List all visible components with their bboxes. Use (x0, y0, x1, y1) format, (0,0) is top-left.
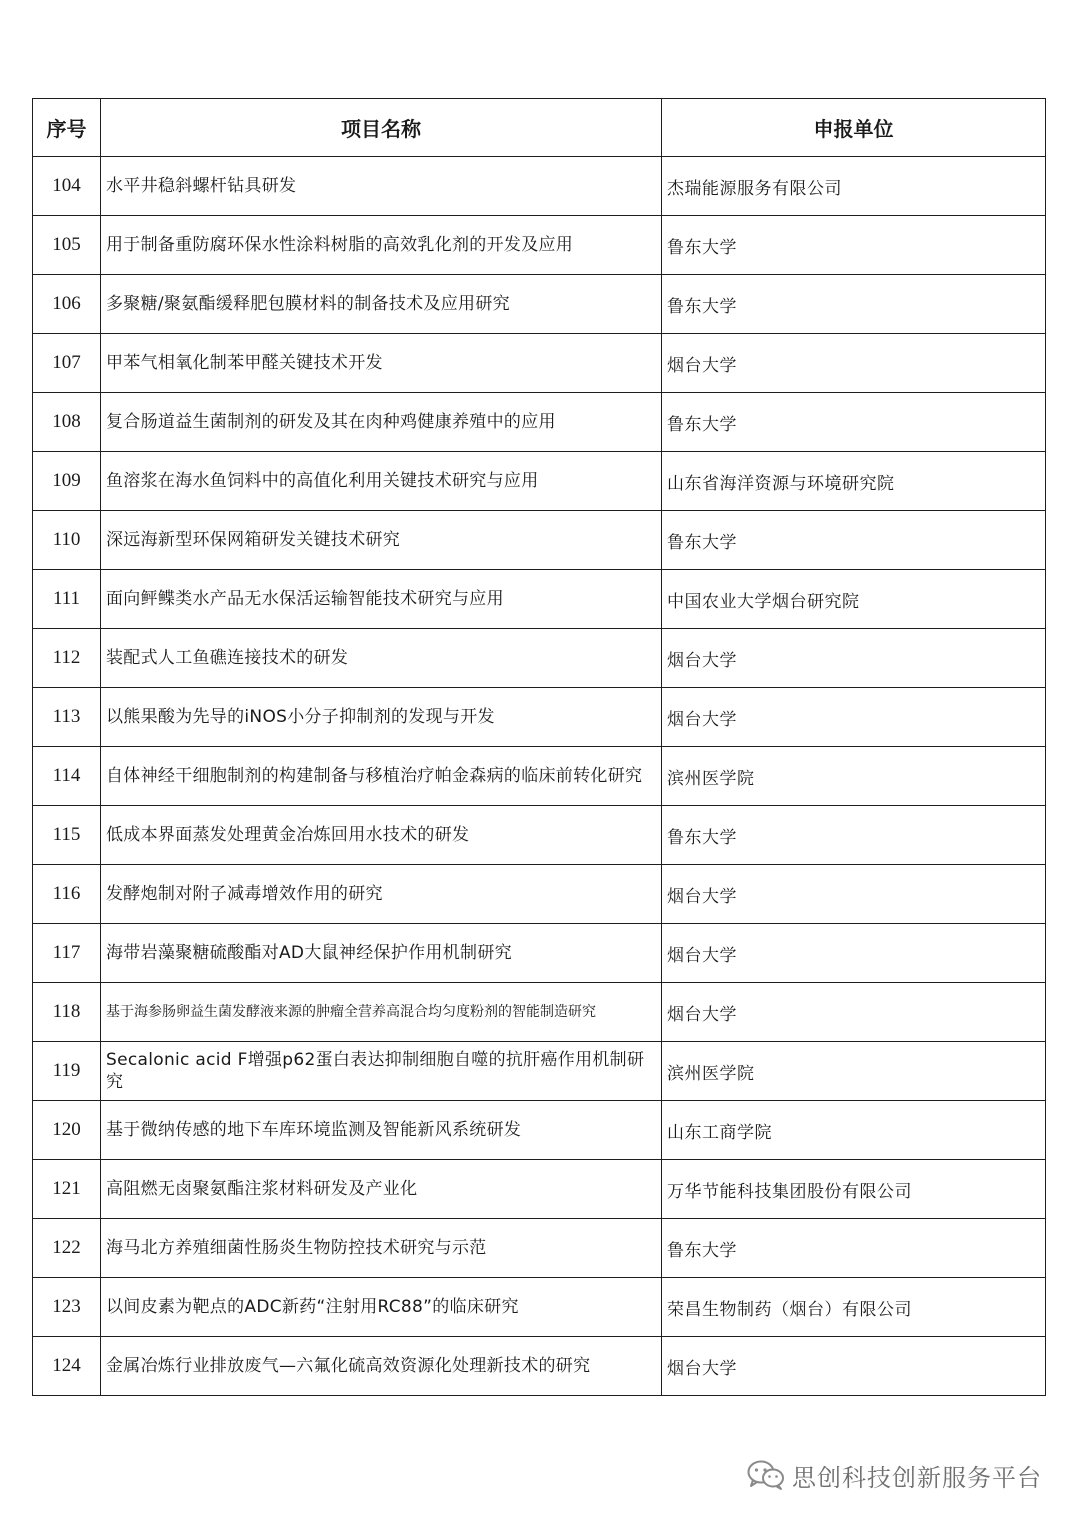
table-row (33, 216, 1046, 275)
cell-project-name: Secalonic acid F增强p62蛋白表达抑制细胞自噬的抗肝癌作用机制研究 (101, 1042, 662, 1101)
cell-serial-number: 110 (33, 511, 101, 570)
cell-applicant-unit: 鲁东大学 (662, 511, 1046, 570)
cell-project-name: 海带岩藻聚糖硫酸酯对AD大鼠神经保护作用机制研究 (101, 924, 662, 983)
cell-serial-number: 123 (33, 1278, 101, 1337)
cell-serial-number: 108 (33, 393, 101, 452)
cell-applicant-unit: 中国农业大学烟台研究院 (662, 570, 1046, 629)
table-row (33, 452, 1046, 511)
cell-serial-number: 112 (33, 629, 101, 688)
cell-project-name: 装配式人工鱼礁连接技术的研发 (101, 629, 662, 688)
table-row (33, 275, 1046, 334)
cell-applicant-unit: 烟台大学 (662, 1337, 1046, 1396)
table-row (33, 983, 1046, 1042)
table-row (33, 924, 1046, 983)
cell-serial-number: 119 (33, 1042, 101, 1101)
cell-serial-number: 107 (33, 334, 101, 393)
table-row (33, 1101, 1046, 1160)
cell-applicant-unit: 山东省海洋资源与环境研究院 (662, 452, 1046, 511)
table-body (33, 157, 1046, 1396)
project-table (32, 98, 1046, 1396)
cell-applicant-unit: 荣昌生物制药（烟台）有限公司 (662, 1278, 1046, 1337)
cell-serial-number: 114 (33, 747, 101, 806)
watermark (746, 1458, 1042, 1492)
cell-applicant-unit: 烟台大学 (662, 688, 1046, 747)
cell-applicant-unit: 鲁东大学 (662, 216, 1046, 275)
cell-project-name: 发酵炮制对附子减毒增效作用的研究 (101, 865, 662, 924)
header-applicant-unit: 申报单位 (662, 99, 1046, 157)
cell-project-name: 面向鲆鲽类水产品无水保活运输智能技术研究与应用 (101, 570, 662, 629)
cell-project-name: 基于微纳传感的地下车库环境监测及智能新风系统研发 (101, 1101, 662, 1160)
table-header-row (33, 99, 1046, 157)
cell-serial-number: 109 (33, 452, 101, 511)
cell-applicant-unit: 鲁东大学 (662, 806, 1046, 865)
table-row (33, 747, 1046, 806)
cell-applicant-unit: 烟台大学 (662, 865, 1046, 924)
cell-project-name: 鱼溶浆在海水鱼饲料中的高值化利用关键技术研究与应用 (101, 452, 662, 511)
cell-applicant-unit: 滨州医学院 (662, 747, 1046, 806)
cell-serial-number: 122 (33, 1219, 101, 1278)
cell-serial-number: 106 (33, 275, 101, 334)
cell-project-name: 水平井稳斜螺杆钻具研发 (101, 157, 662, 216)
cell-applicant-unit: 鲁东大学 (662, 1219, 1046, 1278)
cell-applicant-unit: 烟台大学 (662, 334, 1046, 393)
cell-project-name: 以间皮素为靶点的ADC新药“注射用RC88”的临床研究 (101, 1278, 662, 1337)
header-serial-number: 序号 (33, 99, 101, 157)
watermark-text: 思创科技创新服务平台 (792, 1463, 1042, 1492)
table-row (33, 157, 1046, 216)
cell-serial-number: 117 (33, 924, 101, 983)
cell-applicant-unit: 鲁东大学 (662, 393, 1046, 452)
cell-serial-number: 113 (33, 688, 101, 747)
cell-project-name: 海马北方养殖细菌性肠炎生物防控技术研究与示范 (101, 1219, 662, 1278)
cell-applicant-unit: 滨州医学院 (662, 1042, 1046, 1101)
wechat-icon (746, 1459, 786, 1491)
table-row (33, 806, 1046, 865)
table-row (33, 1219, 1046, 1278)
table-row (33, 393, 1046, 452)
table-row (33, 1337, 1046, 1396)
cell-serial-number: 111 (33, 570, 101, 629)
cell-serial-number: 124 (33, 1337, 101, 1396)
cell-serial-number: 116 (33, 865, 101, 924)
cell-project-name: 金属冶炼行业排放废气—六氟化硫高效资源化处理新技术的研究 (101, 1337, 662, 1396)
cell-project-name: 用于制备重防腐环保水性涂料树脂的高效乳化剂的开发及应用 (101, 216, 662, 275)
table-row (33, 1160, 1046, 1219)
table-row (33, 334, 1046, 393)
cell-project-name: 以熊果酸为先导的iNOS小分子抑制剂的发现与开发 (101, 688, 662, 747)
cell-project-name: 高阻燃无卤聚氨酯注浆材料研发及产业化 (101, 1160, 662, 1219)
table-row (33, 570, 1046, 629)
cell-serial-number: 104 (33, 157, 101, 216)
cell-project-name: 甲苯气相氧化制苯甲醛关键技术开发 (101, 334, 662, 393)
cell-project-name: 基于海参肠卵益生菌发酵液来源的肿瘤全营养高混合均匀度粉剂的智能制造研究 (101, 983, 662, 1042)
cell-applicant-unit: 万华节能科技集团股份有限公司 (662, 1160, 1046, 1219)
table-row (33, 511, 1046, 570)
cell-serial-number: 120 (33, 1101, 101, 1160)
cell-project-name: 多聚糖/聚氨酯缓释肥包膜材料的制备技术及应用研究 (101, 275, 662, 334)
cell-applicant-unit: 烟台大学 (662, 983, 1046, 1042)
table-row (33, 1042, 1046, 1101)
cell-serial-number: 121 (33, 1160, 101, 1219)
cell-applicant-unit: 鲁东大学 (662, 275, 1046, 334)
table-row (33, 865, 1046, 924)
cell-project-name: 自体神经干细胞制剂的构建制备与移植治疗帕金森病的临床前转化研究 (101, 747, 662, 806)
cell-project-name: 深远海新型环保网箱研发关键技术研究 (101, 511, 662, 570)
table-row (33, 688, 1046, 747)
cell-project-name: 复合肠道益生菌制剂的研发及其在肉种鸡健康养殖中的应用 (101, 393, 662, 452)
header-project-name: 项目名称 (101, 99, 662, 157)
table-row (33, 629, 1046, 688)
cell-serial-number: 115 (33, 806, 101, 865)
cell-applicant-unit: 烟台大学 (662, 629, 1046, 688)
table-row (33, 1278, 1046, 1337)
cell-applicant-unit: 山东工商学院 (662, 1101, 1046, 1160)
cell-applicant-unit: 杰瑞能源服务有限公司 (662, 157, 1046, 216)
cell-project-name: 低成本界面蒸发处理黄金冶炼回用水技术的研发 (101, 806, 662, 865)
cell-serial-number: 118 (33, 983, 101, 1042)
cell-applicant-unit: 烟台大学 (662, 924, 1046, 983)
cell-serial-number: 105 (33, 216, 101, 275)
